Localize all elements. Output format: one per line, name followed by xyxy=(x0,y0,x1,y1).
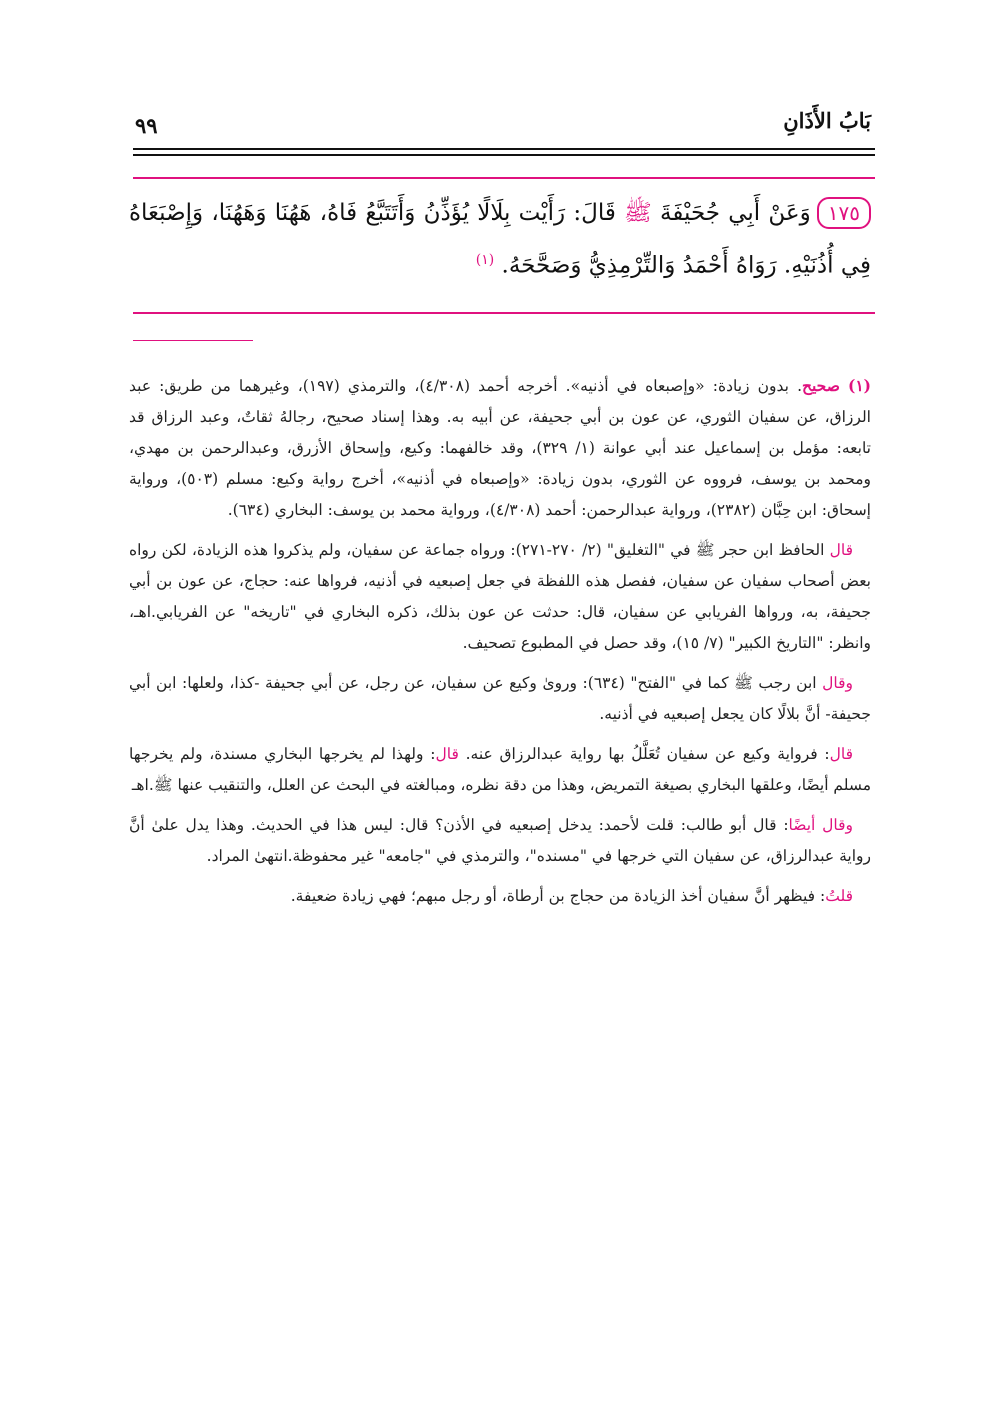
header-rule-top xyxy=(133,148,875,150)
footnote-p3-text: ابن رجب ﷺ كما في "الفتح" (٦٣٤): وروىٰ وكيع عن سفيان، عن رجل، عن أبي جحيفة -كذا، ولعلها: ابن أبي جحيفة- أنَّ بلالًا كان يجعل إصبعيه في أذنيه. xyxy=(129,674,871,723)
footnote-paragraph-3 xyxy=(129,668,871,730)
footnote-p4-text-a: : فرواية وكيع عن سفيان تُعَلَّلُ بها رواية عبدالرزاق عنه. xyxy=(458,745,830,763)
footnote-paragraph-4 xyxy=(129,739,871,801)
footnote-p2-text: الحافظ ابن حجر ﷺ في "التغليق" (٢/ ٢٧٠-٢٧١): ورواه جماعة عن سفيان، ولم يذكروا هذه الزيادة، لكن رواه بعض أصحاب سفيان عن سفيان، ففصل هذه اللفظة في جعل إصبعيه في أذنيه، فرواها عنه: حجاج، عن عون بن أبي جحيفة، به، ورواها الفريابي عن سفيان، قال: حدثت عن عون بذلك، ذكره البخاري في "تاريخه" عن الفريابي.اهـ، وانظر: "التاريخ الكبير" (٧/ ١٥)، وقد حصل في المطبوع تصحيف. xyxy=(129,541,871,652)
footnote-p6-text: : فيظهر أنَّ سفيان أخذ الزيادة من حجاج بن أرطاة، أو رجل مبهم؛ فهي زيادة ضعيفة. xyxy=(290,887,826,905)
grade-label: صحيح xyxy=(802,376,840,395)
lead-word: قال xyxy=(829,745,854,763)
lead-word: وقال xyxy=(822,674,853,692)
hadith-text xyxy=(129,190,871,290)
footnote-paragraph-2 xyxy=(129,535,871,659)
footnote-p1-text: . بدون زيادة: «وإصبعاه في أذنيه». أخرجه أحمد (٤/٣٠٨)، والترمذي (١٩٧)، وغيرهما من طريق: عبد الرزاق، عن سفيان الثوري، عن عون بن أبي جحيفة، عن أبيه به. وهذا إسناد صحيح، رجالهُ ثقاتٌ، وعبد الرزاق قد تابعه: مؤمل بن إسماعيل عند أبي عوانة (١/ ٣٢٩)، وقد خالفهما: وكيع، وإسحاق الأزرق، وعبدالرحمن بن مهدي، ومحمد بن يوسف، فرووه عن الثوري، بدون زيادة: «وإصبعاه في أذنيه»، أخرج رواية وكيع: مسلم (٥٠٣)، ورواية إسحاق: ابن حِبَّان (٢٣٨٢)، ورواية عبدالرحمن: أحمد (٤/٣٠٨)، ورواية محمد بن يوسف: البخاري (٦٣٤). xyxy=(129,377,871,519)
footnote-marker: (١) xyxy=(847,376,871,395)
hadith-text-before: وَعَنْ أَبِي جُحَيْفَةَ xyxy=(651,200,811,226)
hadith-text-after: قَالَ: رَأَيْت بِلَالًا يُؤَذِّنُ وَأَتَتَبَّعُ فَاهُ، هَهُنَا وَهَهُنَا، وَإِصْبَعَاهُ فِي أُذُنَيْهِ. رَوَاهُ أَحْمَدُ وَالتِّرْمِذِيُّ وَصَحَّحَهُ. xyxy=(129,200,871,279)
lead-word: قال xyxy=(435,745,459,763)
footnote-paragraph-1 xyxy=(129,370,871,526)
lead-word: وقال أيضًا xyxy=(788,816,853,834)
footnote-separator xyxy=(133,340,253,341)
footnote-p4-text-b: : ولهذا لم يخرجها البخاري مسندة، ولم يخرجها مسلم أيضًا، وعلقها البخاري بصيغة التمريض، وهذا من دقة نظره، ومبالغته في البحث عن العلل، والتنقيب عنها ﷺ.اهـ xyxy=(129,745,871,794)
footnote-paragraph-5 xyxy=(129,810,871,872)
footnote-paragraph-6 xyxy=(129,881,871,912)
hadith-rule-bottom xyxy=(133,312,875,314)
chapter-title: بَابُ الأَذَانِ xyxy=(783,108,871,133)
lead-word: قال xyxy=(829,541,853,559)
hadith-number: ١٧٥ xyxy=(817,197,871,229)
footnote-body xyxy=(129,370,871,921)
header-rule-bottom xyxy=(133,154,875,156)
footnote-ref: (١) xyxy=(475,252,495,268)
honorific-symbol: ﷺ xyxy=(624,200,652,226)
page-number: ٩٩ xyxy=(135,113,158,138)
footnote-p5-text: : قال أبو طالب: قلت لأحمد: يدخل إصبعيه في الأذن؟ قال: ليس هذا في الحديث. وهذا يدل علىٰ أنَّ رواية عبدالرزاق، عن سفيان التي خرجها في "مسنده"، والترمذي في "جامعه" غير محفوظة.انتهىٰ المراد. xyxy=(129,816,871,865)
hadith-rule-top xyxy=(133,177,875,179)
lead-word: قلتُ xyxy=(825,887,853,905)
